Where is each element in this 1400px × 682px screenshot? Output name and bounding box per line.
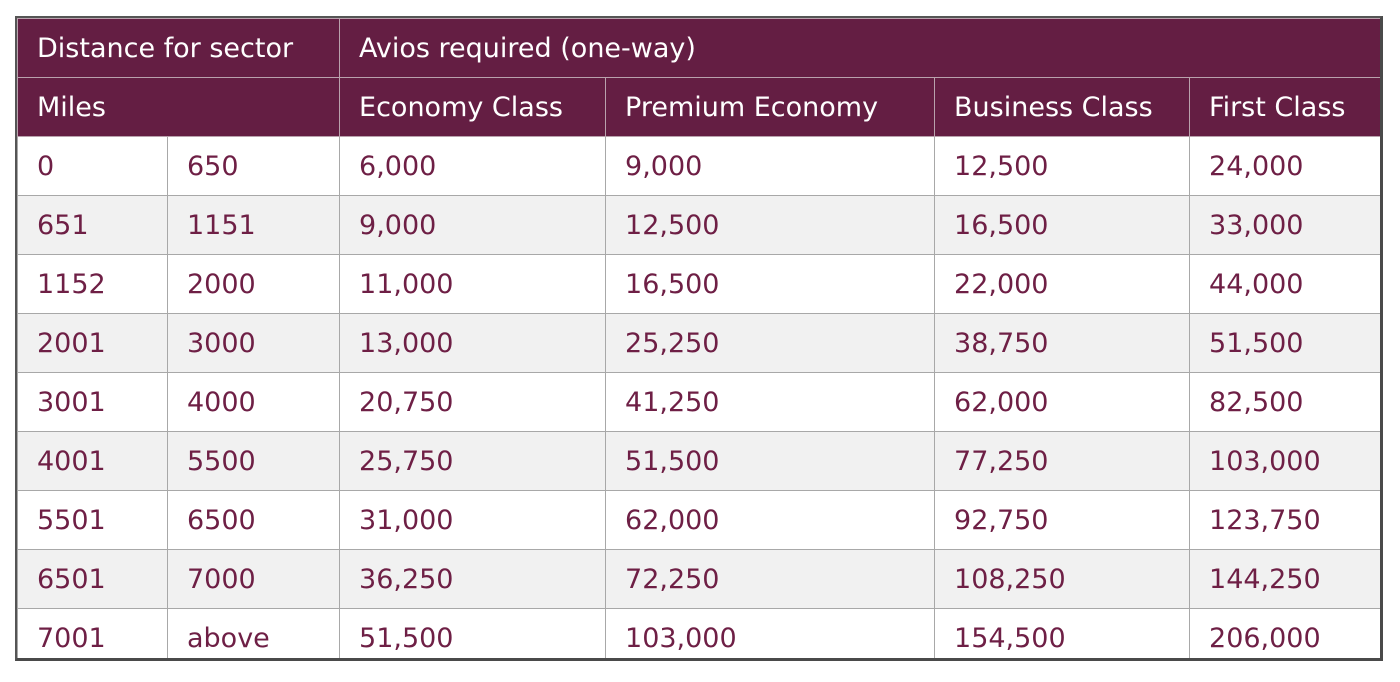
miles-to-cell: 3000 xyxy=(168,314,340,373)
economy-class-cell: 25,750 xyxy=(340,432,606,491)
miles-to-cell: 1151 xyxy=(168,196,340,255)
table-row xyxy=(18,196,1381,255)
premium-economy-cell: 103,000 xyxy=(606,609,935,662)
miles-to-cell: above xyxy=(168,609,340,662)
table-row xyxy=(18,609,1381,662)
premium-economy-cell: 41,250 xyxy=(606,373,935,432)
avios-required-header: Avios required (one-way) xyxy=(340,19,1381,78)
premium-economy-cell: 9,000 xyxy=(606,137,935,196)
table-row xyxy=(18,255,1381,314)
header-row-sub xyxy=(18,78,1381,137)
table-row xyxy=(18,314,1381,373)
economy-class-cell: 31,000 xyxy=(340,491,606,550)
miles-from-cell: 2001 xyxy=(18,314,168,373)
premium-economy-cell: 25,250 xyxy=(606,314,935,373)
business-class-cell: 154,500 xyxy=(935,609,1190,662)
table-row xyxy=(18,550,1381,609)
miles-to-cell: 6500 xyxy=(168,491,340,550)
first-class-cell: 144,250 xyxy=(1190,550,1381,609)
header-row-top xyxy=(18,19,1381,78)
miles-from-cell: 3001 xyxy=(18,373,168,432)
premium-economy-cell: 62,000 xyxy=(606,491,935,550)
first-class-cell: 206,000 xyxy=(1190,609,1381,662)
business-class-cell: 12,500 xyxy=(935,137,1190,196)
premium-economy-cell: 12,500 xyxy=(606,196,935,255)
miles-from-cell: 4001 xyxy=(18,432,168,491)
miles-from-cell: 1152 xyxy=(18,255,168,314)
economy-class-cell: 36,250 xyxy=(340,550,606,609)
business-class-cell: 16,500 xyxy=(935,196,1190,255)
table-header xyxy=(18,19,1381,137)
first-class-cell: 24,000 xyxy=(1190,137,1381,196)
business-class-cell: 108,250 xyxy=(935,550,1190,609)
miles-to-cell: 7000 xyxy=(168,550,340,609)
miles-to-cell: 5500 xyxy=(168,432,340,491)
miles-header: Miles xyxy=(18,78,340,137)
economy-class-cell: 11,000 xyxy=(340,255,606,314)
avios-chart-table xyxy=(17,18,1381,661)
first-class-cell: 103,000 xyxy=(1190,432,1381,491)
business-class-cell: 38,750 xyxy=(935,314,1190,373)
miles-from-cell: 5501 xyxy=(18,491,168,550)
premium-economy-cell: 51,500 xyxy=(606,432,935,491)
first-class-cell: 33,000 xyxy=(1190,196,1381,255)
economy-class-header: Economy Class xyxy=(340,78,606,137)
first-class-cell: 82,500 xyxy=(1190,373,1381,432)
economy-class-cell: 9,000 xyxy=(340,196,606,255)
first-class-cell: 123,750 xyxy=(1190,491,1381,550)
economy-class-cell: 20,750 xyxy=(340,373,606,432)
miles-to-cell: 4000 xyxy=(168,373,340,432)
business-class-cell: 62,000 xyxy=(935,373,1190,432)
miles-to-cell: 2000 xyxy=(168,255,340,314)
premium-economy-header: Premium Economy xyxy=(606,78,935,137)
business-class-cell: 77,250 xyxy=(935,432,1190,491)
premium-economy-cell: 16,500 xyxy=(606,255,935,314)
avios-table-frame xyxy=(15,16,1383,661)
premium-economy-cell: 72,250 xyxy=(606,550,935,609)
miles-from-cell: 6501 xyxy=(18,550,168,609)
miles-from-cell: 651 xyxy=(18,196,168,255)
business-class-cell: 22,000 xyxy=(935,255,1190,314)
economy-class-cell: 51,500 xyxy=(340,609,606,662)
distance-for-sector-header: Distance for sector xyxy=(18,19,340,78)
table-row xyxy=(18,373,1381,432)
miles-from-cell: 7001 xyxy=(18,609,168,662)
economy-class-cell: 6,000 xyxy=(340,137,606,196)
table-row xyxy=(18,491,1381,550)
table-row xyxy=(18,137,1381,196)
miles-to-cell: 650 xyxy=(168,137,340,196)
table-body xyxy=(18,137,1381,662)
business-class-cell: 92,750 xyxy=(935,491,1190,550)
first-class-cell: 51,500 xyxy=(1190,314,1381,373)
business-class-header: Business Class xyxy=(935,78,1190,137)
miles-from-cell: 0 xyxy=(18,137,168,196)
first-class-cell: 44,000 xyxy=(1190,255,1381,314)
table-row xyxy=(18,432,1381,491)
economy-class-cell: 13,000 xyxy=(340,314,606,373)
first-class-header: First Class xyxy=(1190,78,1381,137)
